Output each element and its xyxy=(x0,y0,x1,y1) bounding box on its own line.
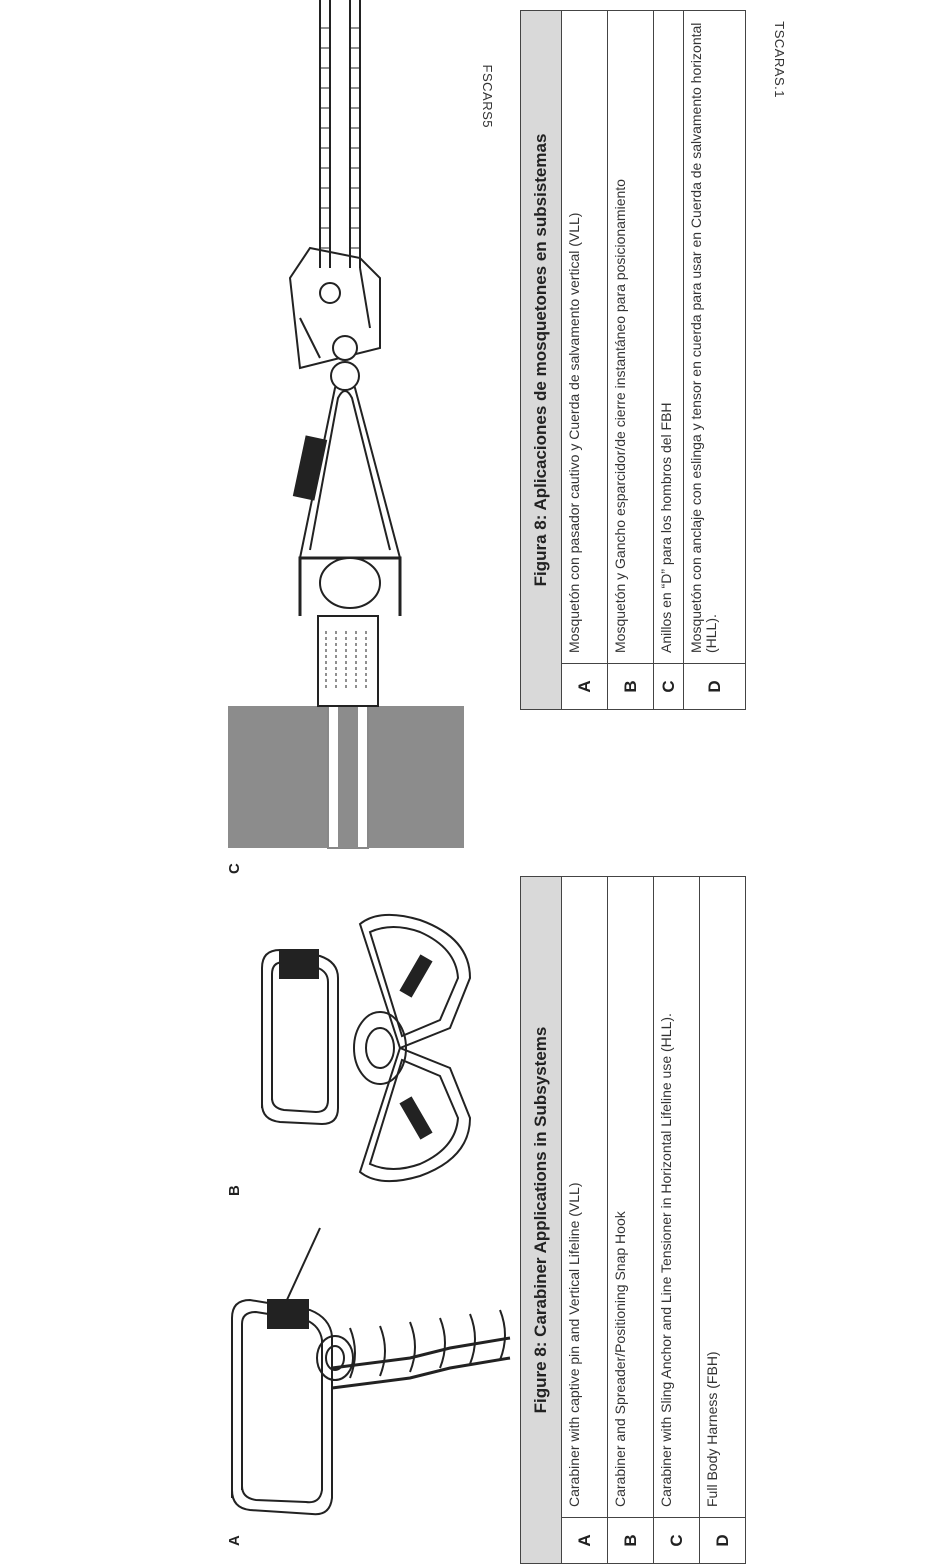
table-row xyxy=(654,11,684,710)
row-key: B xyxy=(608,664,654,710)
row-text: Carabiner with Sling Anchor and Line Tensioner in Horizontal Lifeline use (HLL). xyxy=(654,877,700,1518)
row-key: C xyxy=(654,664,684,710)
row-key: B xyxy=(608,1518,654,1564)
table-row xyxy=(700,877,746,1564)
row-text: Carabiner and Spreader/Positioning Snap Hook xyxy=(608,877,654,1518)
row-text: Mosquetón y Gancho esparcidor/de cierre instantáneo para posicionamiento xyxy=(608,11,654,664)
row-text: Anillos en “D” para los hombros del FBH xyxy=(654,11,684,664)
figure-label-c: C xyxy=(226,863,243,874)
figure-label-a: A xyxy=(226,1535,243,1546)
d-ring-harness-illustration xyxy=(228,0,464,848)
table-header-row xyxy=(521,877,562,1564)
carabiner-rope-illustration xyxy=(232,1228,510,1514)
row-text: Mosquetón con pasador cautivo y Cuerda de salvamento vertical (VLL) xyxy=(562,11,608,664)
table-row xyxy=(562,11,608,710)
table-row xyxy=(608,877,654,1564)
row-key: C xyxy=(654,1518,700,1564)
table-row xyxy=(654,877,700,1564)
row-key: D xyxy=(700,1518,746,1564)
table-row xyxy=(684,11,746,710)
spreader-snaphook-illustration xyxy=(262,915,470,1181)
table-carabiner-applications-en xyxy=(520,876,746,1564)
row-key: A xyxy=(562,664,608,710)
figure-label-b: B xyxy=(226,1185,243,1196)
table-carabiner-applications-es xyxy=(520,10,746,710)
table-code-tscaras: TSCARAS.1 xyxy=(772,21,787,98)
row-text: Full Body Harness (FBH) xyxy=(700,877,746,1518)
row-key: A xyxy=(562,1518,608,1564)
table-header-row xyxy=(521,11,562,710)
row-text: Carabiner with captive pin and Vertical Lifeline (VLL) xyxy=(562,877,608,1518)
row-key: D xyxy=(684,664,746,710)
table-row xyxy=(562,877,608,1564)
row-text: Mosquetón con anclaje con eslinga y tensor en cuerda para usar en Cuerda de salvamento horizontal (HLL). xyxy=(684,11,746,664)
table-title: Figure 8: Carabiner Applications in Subsystems xyxy=(521,877,562,1564)
table-row xyxy=(608,11,654,710)
table-title: Figura 8: Aplicaciones de mosquetones en subsistemas xyxy=(521,11,562,710)
figure-code-fscars: FSCARS5 xyxy=(480,64,495,128)
